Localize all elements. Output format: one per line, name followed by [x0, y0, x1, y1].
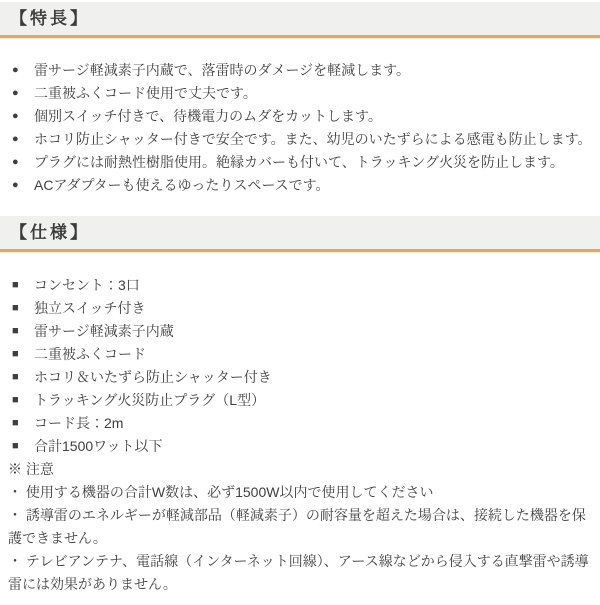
caution-notes [0, 458, 600, 596]
features-header [0, 2, 600, 38]
list-item [12, 105, 592, 128]
list-item [12, 343, 592, 366]
spec-text: 独立スイッチ付き [34, 300, 146, 316]
spec-text: 雷サージ軽減素子内蔵 [34, 323, 174, 339]
circle-bullet-icon: ● [12, 156, 19, 168]
caution-note: ・ テレビアンテナ、電話線（インターネット回線）、アース線などから侵入する直撃雷や誘導雷には効果がありません。 [8, 553, 589, 592]
spec-text: コード長：2m [34, 415, 124, 431]
caution-note: ・ 誘導雷のエネルギーが軽減部品（軽減素子）の耐容量を超えた場合は、接続した機器を保護できません。 [8, 507, 586, 546]
square-bullet-icon: ■ [12, 417, 19, 429]
spec-text: コンセント：3口 [34, 277, 140, 293]
spec-text: 二重被ふくコード [34, 346, 146, 362]
square-bullet-icon: ■ [12, 279, 19, 291]
list-item [12, 389, 592, 412]
feature-text: 雷サージ軽減素子内蔵で、落雷時のダメージを軽減します。 [34, 62, 411, 78]
list-item [12, 274, 592, 297]
features-section [0, 2, 600, 197]
spec-text: 合計1500ワット以下 [34, 438, 163, 454]
list-item [12, 174, 592, 197]
specs-section [0, 216, 600, 596]
features-list [0, 38, 600, 197]
feature-text: ACアダプターも使えるゆったりスペースです。 [34, 177, 330, 193]
features-title: 【特長】 [10, 9, 90, 28]
list-item [12, 82, 592, 105]
square-bullet-icon: ■ [12, 302, 19, 314]
list-item [12, 435, 592, 458]
circle-bullet-icon: ● [12, 179, 19, 191]
specs-list [0, 252, 600, 458]
specs-header [0, 216, 600, 252]
specs-title: 【仕様】 [10, 223, 90, 242]
product-description-page [0, 2, 600, 596]
circle-bullet-icon: ● [12, 87, 19, 99]
list-item [12, 412, 592, 435]
square-bullet-icon: ■ [12, 394, 19, 406]
list-item [12, 366, 592, 389]
caution-heading: ※ 注意 [8, 461, 54, 477]
square-bullet-icon: ■ [12, 325, 19, 337]
list-item [12, 151, 592, 174]
circle-bullet-icon: ● [12, 133, 19, 145]
spec-text: トラッキング火災防止プラグ（L型） [34, 392, 266, 408]
spec-text: ホコリ＆いたずら防止シャッター付き [34, 369, 272, 385]
square-bullet-icon: ■ [12, 440, 19, 452]
square-bullet-icon: ■ [12, 371, 19, 383]
feature-text: 個別スイッチ付きで、待機電力のムダをカットします。 [34, 108, 382, 124]
caution-note: ・ 使用する機器の合計W数は、必ず1500W以内で使用してください [8, 484, 434, 500]
list-item [12, 128, 592, 151]
feature-text: プラグには耐熱性樹脂使用。絶縁カバーも付いて、トラッキング火災を防止します。 [34, 154, 564, 170]
list-item [12, 320, 592, 343]
feature-text: 二重被ふくコード使用で丈夫です。 [34, 85, 257, 101]
list-item [12, 297, 592, 320]
square-bullet-icon: ■ [12, 348, 19, 360]
circle-bullet-icon: ● [12, 110, 19, 122]
feature-text: ホコリ防止シャッター付きで安全です。また、幼児のいたずらによる感電も防止します。 [34, 131, 592, 147]
circle-bullet-icon: ● [12, 64, 19, 76]
list-item [12, 59, 592, 82]
